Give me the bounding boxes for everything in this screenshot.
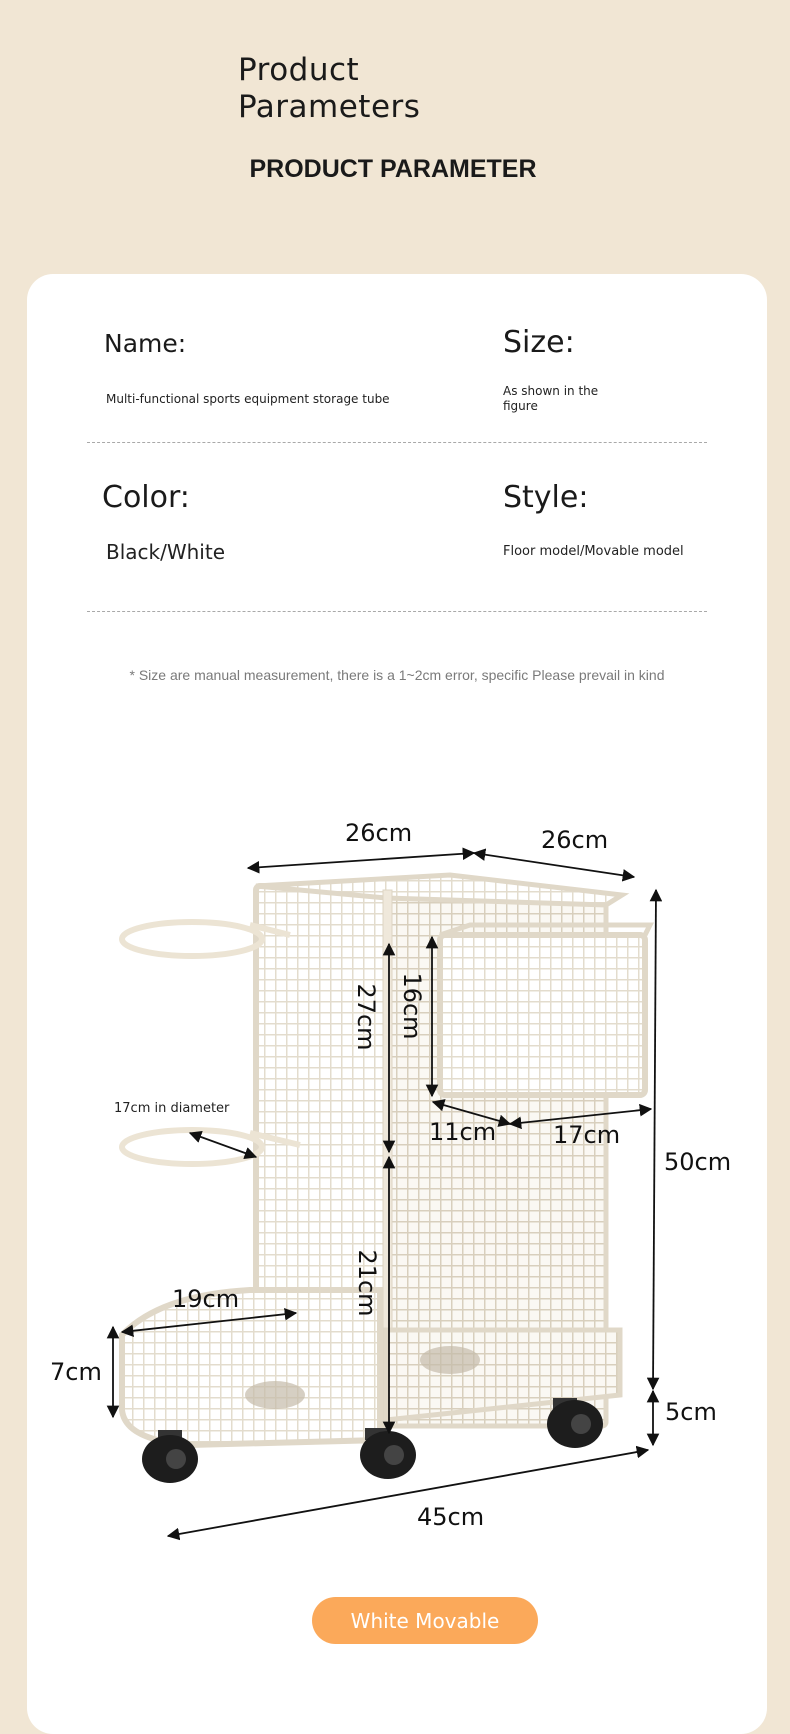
dim-wheel-height: 5cm — [665, 1398, 717, 1426]
upper-basket — [440, 925, 650, 1095]
measurement-note: * Size are manual measurement, there is a 1~2cm error, specific Please prevail in kind — [129, 667, 665, 683]
style-value: Floor model/Movable model — [503, 544, 684, 559]
title-line-1: Product — [238, 52, 360, 88]
subtitle-text: PRODUCT PARAMETER — [249, 155, 537, 183]
color-label: Color: — [102, 480, 190, 515]
name-label: Name: — [104, 329, 187, 358]
dim-basket-height: 16cm — [398, 972, 426, 1040]
dim-tray-height: 7cm — [50, 1358, 102, 1386]
white-movable-button[interactable]: White Movable — [312, 1597, 538, 1644]
dim-total-height: 50cm — [664, 1148, 732, 1176]
size-value-line-2: figure — [503, 399, 538, 413]
dim-top-depth: 26cm — [541, 826, 609, 854]
dim-lower-height: 21cm — [353, 1249, 381, 1317]
name-value: Multi-functional sports equipment storage tube — [106, 392, 390, 406]
title-line-2: Parameters — [238, 89, 421, 125]
dim-basket-depth: 11cm — [429, 1118, 497, 1146]
storage-rack — [122, 875, 650, 1483]
dim-total-length: 45cm — [417, 1503, 485, 1531]
style-label: Style: — [503, 480, 589, 515]
dim-basket-width: 17cm — [553, 1121, 621, 1149]
dim-line-total-height — [653, 890, 656, 1389]
dim-top-width: 26cm — [345, 819, 413, 847]
size-value-line-1: As shown in the — [503, 384, 599, 398]
size-label: Size: — [503, 325, 575, 360]
color-value: Black/White — [106, 540, 226, 564]
dim-line-top-width — [248, 853, 474, 868]
dim-line-top-depth — [474, 853, 634, 877]
dim-ring-diameter: 17cm in diameter — [114, 1101, 230, 1116]
dim-tray-width: 19cm — [172, 1285, 240, 1313]
dim-upper-height: 27cm — [352, 983, 380, 1051]
